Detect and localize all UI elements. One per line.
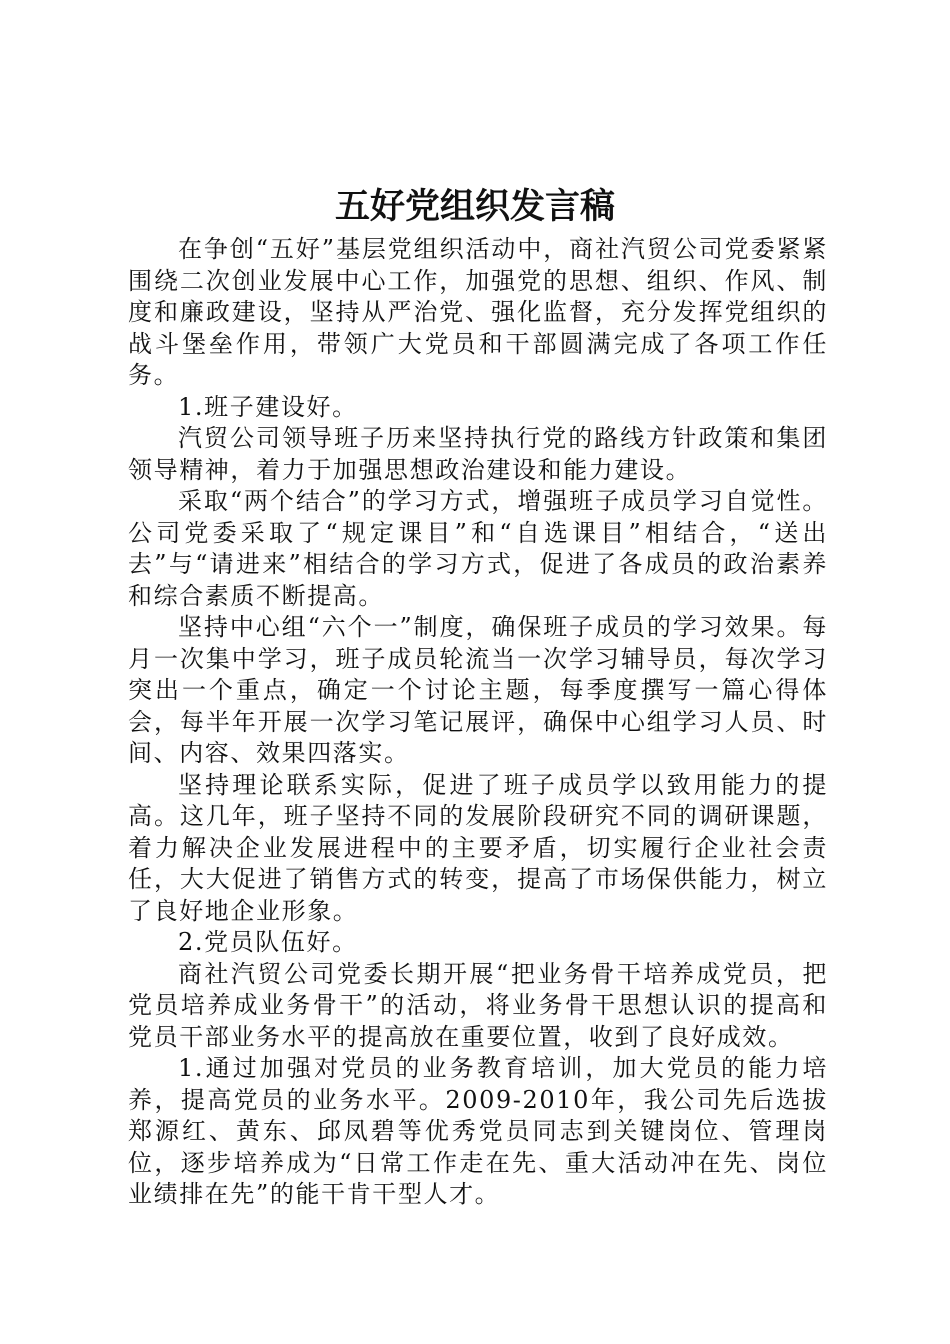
paragraph: 坚持理论联系实际，促进了班子成员学以致用能力的提高。这几年，班子坚持不同的发展阶段研究不同的调研课题，着力解决企业发展进程中的主要矛盾，切实履行企业社会责任，大大促进了销售方式的转变，提高了市场保供能力，树立了良好地企业形象。 bbox=[128, 770, 828, 925]
paragraph-intro: 在争创“五好”基层党组织活动中，商社汽贸公司党委紧紧围绕二次创业发展中心工作，加强党的思想、组织、作风、制度和廉政建设，坚持从严治党、强化监督，充分发挥党组织的战斗堡垒作用，带领广大党员和干部圆满完成了各项工作任务。 bbox=[128, 235, 828, 389]
paragraph: 汽贸公司领导班子历来坚持执行党的路线方针政策和集团领导精神，着力于加强思想政治建设和能力建设。 bbox=[128, 424, 828, 484]
section-heading-2: 2.党员队伍好。 bbox=[178, 928, 358, 956]
section-heading-1: 1.班子建设好。 bbox=[178, 392, 358, 421]
paragraph: 1.通过加强对党员的业务教育培训，加大党员的能力培养，提高党员的业务水平。2009-2010年，我公司先后选拔郑源红、黄东、邱凤碧等优秀党员同志到关键岗位、管理岗位，逐步培养成为“日常工作走在先、重大活动冲在先、岗位业绩排在先”的能干肯干型人才。 bbox=[128, 1054, 828, 1208]
paragraph: 商社汽贸公司党委长期开展“把业务骨干培养成党员，把党员培养成业务骨干”的活动，将业务骨干思想认识的提高和党员干部业务水平的提高放在重要位置，收到了良好成效。 bbox=[128, 959, 828, 1051]
document-title: 五好党组织发言稿 bbox=[334, 186, 615, 227]
document-body bbox=[128, 234, 828, 1211]
paragraph: 采取“两个结合”的学习方式，增强班子成员学习自觉性。公司党委采取了“规定课目”和“自选课目”相结合，“送出去”与“请进来”相结合的学习方式，促进了各成员的政治素养和综合素质不断提高。 bbox=[128, 487, 828, 610]
paragraph: 坚持中心组“六个一”制度，确保班子成员的学习效果。每月一次集中学习，班子成员轮流当一次学习辅导员，每次学习突出一个重点，确定一个讨论主题，每季度撰写一篇心得体会，每半年开展一次学习笔记展评，确保中心组学习人员、时间、内容、效果四落实。 bbox=[128, 613, 828, 767]
